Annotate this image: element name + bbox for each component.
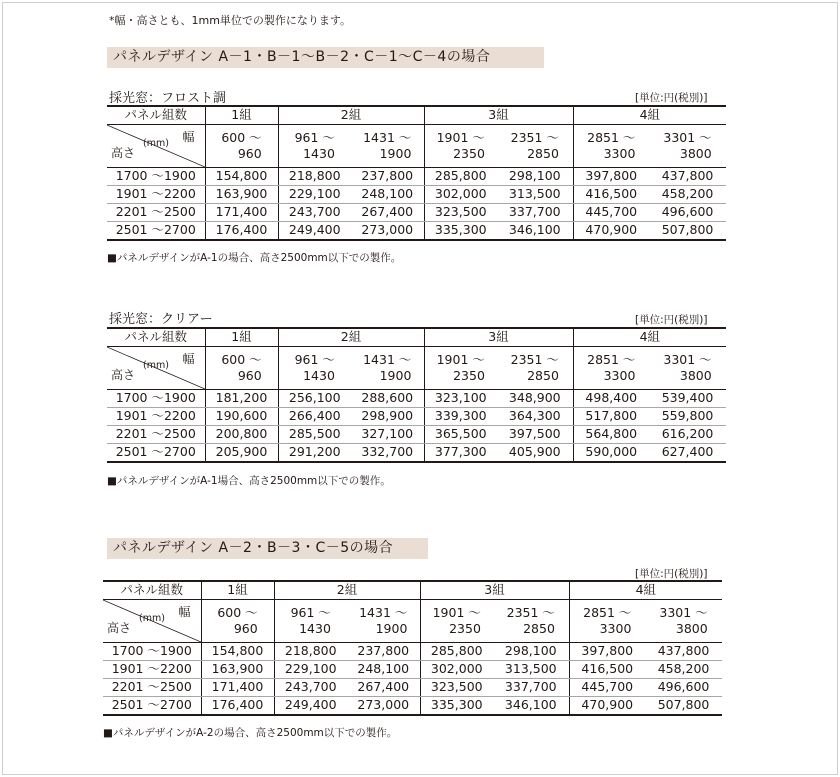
group-header: パネル組数 <box>107 328 205 347</box>
price-cell: 590,000 <box>573 444 649 463</box>
width-range-to: 1900 <box>375 621 408 636</box>
price-cell: 539,400 <box>649 390 726 408</box>
mm-label: (mm) <box>143 138 169 149</box>
price-cell: 237,800 <box>347 643 420 661</box>
price-cell: 564,800 <box>573 426 649 444</box>
group-count-cell: 1組 <box>205 328 278 347</box>
price-cell: 470,900 <box>569 697 645 716</box>
price-cell: 285,800 <box>420 643 493 661</box>
width-range-to: 3300 <box>603 368 636 383</box>
price-cell: 437,800 <box>645 643 722 661</box>
group-count-cell: 4組 <box>573 106 726 125</box>
width-range-cell <box>497 347 573 390</box>
price-cell: 154,800 <box>205 168 278 186</box>
price-cell: 337,700 <box>493 679 569 697</box>
width-range-to: 2850 <box>527 146 559 161</box>
width-range-to: 3800 <box>679 146 712 161</box>
height-range-cell: 2501 ～2700 <box>107 222 205 241</box>
width-range-from: 600 ～ <box>221 130 262 145</box>
unit-label: [単位:円(税別)] <box>635 314 708 326</box>
height-range-cell: 1901 ～2200 <box>107 186 205 204</box>
price-cell: 190,600 <box>205 408 278 426</box>
table-row <box>107 408 726 426</box>
width-range-from: 2351 ～ <box>510 352 559 367</box>
height-range-cell: 1700 ～1900 <box>103 643 201 661</box>
width-range-from: 2851 ～ <box>583 605 632 620</box>
group-count-cell: 3組 <box>424 328 573 347</box>
width-range-cell <box>274 600 347 643</box>
price-cell: 416,500 <box>573 186 649 204</box>
price-cell: 302,000 <box>420 661 493 679</box>
width-range-to: 1900 <box>379 146 412 161</box>
price-cell: 181,200 <box>205 390 278 408</box>
price-cell: 171,400 <box>201 679 274 697</box>
table-row <box>107 186 726 204</box>
table-subtitle: 採光窓：フロスト調 <box>109 91 227 106</box>
height-range-cell: 2501 ～2700 <box>103 697 201 716</box>
width-range-from: 1901 ～ <box>436 130 485 145</box>
height-range-cell: 1700 ～1900 <box>107 168 205 186</box>
price-cell: 335,300 <box>420 697 493 716</box>
width-range-from: 2851 ～ <box>587 130 636 145</box>
group-count-cell: 2組 <box>278 328 424 347</box>
width-range-to: 960 <box>237 368 262 383</box>
width-range-to: 1430 <box>299 621 331 636</box>
width-range-cell <box>573 125 649 168</box>
height-range-cell: 1700 ～1900 <box>107 390 205 408</box>
price-cell: 298,900 <box>351 408 424 426</box>
width-range-to: 3800 <box>675 621 708 636</box>
table-subtitle: 採光窓：クリアー <box>109 312 213 327</box>
price-cell: 171,400 <box>205 204 278 222</box>
price-cell: 285,500 <box>278 426 351 444</box>
price-cell: 498,400 <box>573 390 649 408</box>
price-cell: 249,400 <box>278 222 351 241</box>
price-cell: 237,800 <box>351 168 424 186</box>
width-range-from: 3301 ～ <box>663 130 712 145</box>
height-label: 高さ <box>111 146 136 160</box>
price-cell: 405,900 <box>497 444 573 463</box>
group-count-cell: 1組 <box>205 106 278 125</box>
price-cell: 616,200 <box>649 426 726 444</box>
width-range-cell <box>201 600 274 643</box>
table-row <box>103 643 722 661</box>
width-range-from: 3301 ～ <box>659 605 708 620</box>
table-footnote: ■パネルデザインがA-1場合、高さ2500mm以下での製作。 <box>107 475 391 487</box>
width-range-cell <box>645 600 722 643</box>
price-cell: 335,300 <box>424 222 497 241</box>
width-range-cell <box>649 125 726 168</box>
width-range-from: 1431 ～ <box>359 605 408 620</box>
unit-label: [単位:円(税別)] <box>635 568 708 580</box>
price-table <box>107 327 726 463</box>
width-range-to: 3800 <box>679 368 712 383</box>
height-range-cell: 1901 ～2200 <box>103 661 201 679</box>
width-range-to: 1430 <box>303 146 335 161</box>
group-count-cell: 3組 <box>424 106 573 125</box>
size-corner-cell <box>103 600 201 643</box>
price-cell: 416,500 <box>569 661 645 679</box>
price-cell: 445,700 <box>569 679 645 697</box>
width-range-cell <box>278 347 351 390</box>
width-range-cell <box>493 600 569 643</box>
width-range-to: 2350 <box>453 368 485 383</box>
price-cell: 267,400 <box>351 204 424 222</box>
width-range-from: 1901 ～ <box>436 352 485 367</box>
price-cell: 323,100 <box>424 390 497 408</box>
group-count-cell: 3組 <box>420 581 569 600</box>
width-range-from: 2851 ～ <box>587 352 636 367</box>
price-cell: 266,400 <box>278 408 351 426</box>
table-row <box>107 390 726 408</box>
price-cell: 163,900 <box>201 661 274 679</box>
price-cell: 507,800 <box>649 222 726 241</box>
width-range-to: 2850 <box>523 621 555 636</box>
price-cell: 559,800 <box>649 408 726 426</box>
price-cell: 397,800 <box>569 643 645 661</box>
table-footnote: ■パネルデザインがA-2の場合、高さ2500mm以下での製作。 <box>103 727 398 739</box>
price-cell: 397,800 <box>573 168 649 186</box>
price-cell: 267,400 <box>347 679 420 697</box>
table-footnote: ■パネルデザインがA-1の場合、高さ2500mm以下での製作。 <box>107 252 402 264</box>
price-cell: 496,600 <box>649 204 726 222</box>
price-cell: 517,800 <box>573 408 649 426</box>
price-cell: 364,300 <box>497 408 573 426</box>
price-cell: 323,500 <box>420 679 493 697</box>
price-cell: 313,500 <box>497 186 573 204</box>
price-cell: 458,200 <box>645 661 722 679</box>
price-cell: 346,100 <box>497 222 573 241</box>
price-cell: 243,700 <box>274 679 347 697</box>
height-label: 高さ <box>107 621 132 635</box>
price-cell: 176,400 <box>201 697 274 716</box>
price-cell: 218,800 <box>278 168 351 186</box>
price-cell: 627,400 <box>649 444 726 463</box>
width-range-to: 960 <box>233 621 258 636</box>
price-table <box>107 105 726 241</box>
price-cell: 327,100 <box>351 426 424 444</box>
price-cell: 332,700 <box>351 444 424 463</box>
width-range-from: 3301 ～ <box>663 352 712 367</box>
height-range-cell: 2201 ～2500 <box>103 679 201 697</box>
group-header: パネル組数 <box>107 106 205 125</box>
price-cell: 346,100 <box>493 697 569 716</box>
width-range-cell <box>351 347 424 390</box>
table-row <box>103 679 722 697</box>
size-corner-cell <box>107 125 205 168</box>
price-cell: 377,300 <box>424 444 497 463</box>
price-cell: 249,400 <box>274 697 347 716</box>
width-range-to: 2350 <box>449 621 481 636</box>
price-cell: 365,500 <box>424 426 497 444</box>
width-range-cell <box>497 125 573 168</box>
mm-label: (mm) <box>143 360 169 371</box>
group-count-cell: 1組 <box>201 581 274 600</box>
width-range-from: 2351 ～ <box>510 130 559 145</box>
price-cell: 273,000 <box>347 697 420 716</box>
group-count-cell: 2組 <box>278 106 424 125</box>
width-range-cell <box>278 125 351 168</box>
width-range-cell <box>205 347 278 390</box>
price-cell: 458,200 <box>649 186 726 204</box>
width-range-cell <box>420 600 493 643</box>
width-range-cell <box>351 125 424 168</box>
price-cell: 348,900 <box>497 390 573 408</box>
width-range-to: 3300 <box>603 146 636 161</box>
price-cell: 470,900 <box>573 222 649 241</box>
width-range-from: 600 ～ <box>221 352 262 367</box>
table-row <box>107 168 726 186</box>
table-row <box>103 697 722 716</box>
top-note: *幅・高さとも、1mm単位での製作になります。 <box>109 14 352 27</box>
price-cell: 302,000 <box>424 186 497 204</box>
table-row <box>107 444 726 463</box>
size-corner-cell <box>107 347 205 390</box>
group-header: パネル組数 <box>103 581 201 600</box>
price-cell: 291,200 <box>278 444 351 463</box>
width-range-from: 961 ～ <box>294 352 335 367</box>
table-row <box>107 426 726 444</box>
price-cell: 229,100 <box>274 661 347 679</box>
price-cell: 323,500 <box>424 204 497 222</box>
price-cell: 313,500 <box>493 661 569 679</box>
width-label: 幅 <box>178 605 191 619</box>
price-cell: 248,100 <box>351 186 424 204</box>
table-row <box>107 222 726 241</box>
group-count-cell: 2組 <box>274 581 420 600</box>
price-cell: 218,800 <box>274 643 347 661</box>
section-heading-2: パネルデザイン A－2・B－3・C－5の場合 <box>107 538 428 559</box>
price-cell: 256,100 <box>278 390 351 408</box>
width-range-cell <box>347 600 420 643</box>
height-label: 高さ <box>111 368 136 382</box>
table-row <box>107 204 726 222</box>
width-range-from: 1431 ～ <box>363 130 412 145</box>
price-cell: 496,600 <box>645 679 722 697</box>
unit-label: [単位:円(税別)] <box>635 92 708 104</box>
height-range-cell: 2201 ～2500 <box>107 204 205 222</box>
height-range-cell: 1901 ～2200 <box>107 408 205 426</box>
width-label: 幅 <box>182 130 195 144</box>
width-range-cell <box>569 600 645 643</box>
price-cell: 288,600 <box>351 390 424 408</box>
price-cell: 243,700 <box>278 204 351 222</box>
group-count-cell: 4組 <box>573 328 726 347</box>
width-range-to: 960 <box>237 146 262 161</box>
width-range-from: 600 ～ <box>217 605 258 620</box>
price-cell: 229,100 <box>278 186 351 204</box>
price-cell: 298,100 <box>493 643 569 661</box>
price-table <box>103 580 722 716</box>
price-cell: 507,800 <box>645 697 722 716</box>
height-range-cell: 2501 ～2700 <box>107 444 205 463</box>
width-range-to: 1430 <box>303 368 335 383</box>
width-range-to: 2350 <box>453 146 485 161</box>
width-range-cell <box>424 347 497 390</box>
width-range-from: 1901 ～ <box>432 605 481 620</box>
price-cell: 273,000 <box>351 222 424 241</box>
width-range-cell <box>573 347 649 390</box>
price-cell: 298,100 <box>497 168 573 186</box>
price-cell: 337,700 <box>497 204 573 222</box>
price-cell: 397,500 <box>497 426 573 444</box>
width-range-from: 961 ～ <box>294 130 335 145</box>
price-cell: 339,300 <box>424 408 497 426</box>
height-range-cell: 2201 ～2500 <box>107 426 205 444</box>
price-cell: 445,700 <box>573 204 649 222</box>
width-range-to: 2850 <box>527 368 559 383</box>
price-cell: 285,800 <box>424 168 497 186</box>
price-cell: 248,100 <box>347 661 420 679</box>
price-cell: 163,900 <box>205 186 278 204</box>
width-range-cell <box>424 125 497 168</box>
width-range-from: 1431 ～ <box>363 352 412 367</box>
table-row <box>103 661 722 679</box>
price-cell: 200,800 <box>205 426 278 444</box>
width-range-cell <box>205 125 278 168</box>
width-range-to: 3300 <box>599 621 632 636</box>
price-cell: 176,400 <box>205 222 278 241</box>
width-range-from: 961 ～ <box>290 605 331 620</box>
mm-label: (mm) <box>139 613 165 624</box>
width-range-from: 2351 ～ <box>506 605 555 620</box>
group-count-cell: 4組 <box>569 581 722 600</box>
width-range-cell <box>649 347 726 390</box>
width-range-to: 1900 <box>379 368 412 383</box>
price-cell: 205,900 <box>205 444 278 463</box>
price-cell: 154,800 <box>201 643 274 661</box>
price-cell: 437,800 <box>649 168 726 186</box>
width-label: 幅 <box>182 352 195 366</box>
section-heading-1: パネルデザイン A－1・B－1～B－2・C－1～C－4の場合 <box>107 47 544 68</box>
